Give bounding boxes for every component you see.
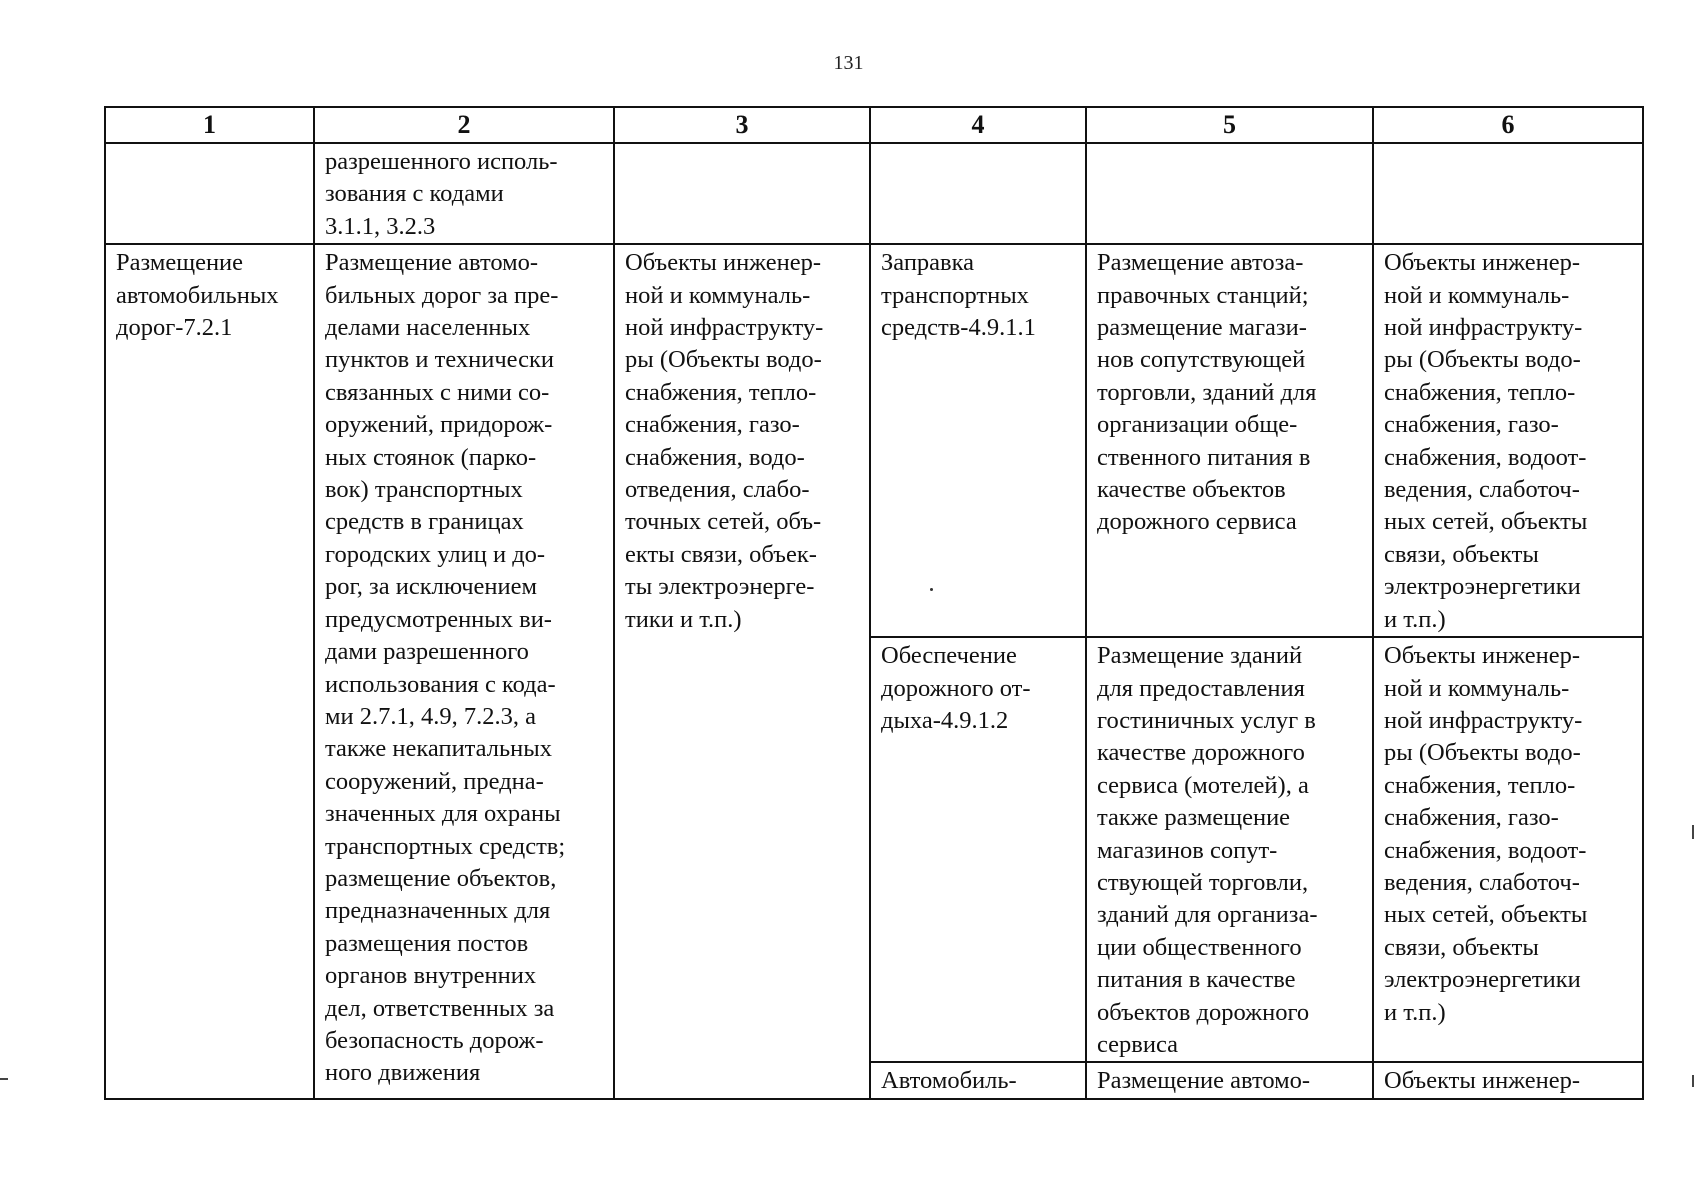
table-cell: разрешенного исполь- зования с кодами 3.1.1, 3.2.3 — [314, 143, 614, 244]
table-cell-auxiliary-description: Размещение зданий для предоставления гостиничных услуг в качестве дорожного сервиса (мотелей), а также размещение магазинов сопут- ствующей торговли, зданий для организа- ции общественного питания в качестве объектов дорожного сервиса — [1086, 637, 1373, 1062]
column-header-3: 3 — [614, 107, 870, 143]
table-cell-engineering-objects: Объекты инженер- ной и коммуналь- ной инфраструкту- ры (Объекты водо- снабжения, тепло- снабжения, газо- снабжения, водо- отведения, слабо- точных сетей, объ- екты связи, объек- ты электроэнерге- тики и т.п.) — [614, 244, 870, 1099]
table-header-row — [105, 107, 1643, 143]
table-cell-auxiliary-objects: Объекты инженер- ной и коммуналь- ной инфраструкту- ры (Объекты водо- снабжения, тепло- снабжения, газо- снабжения, водоот- ведения, слаботоч- ных сетей, объекты связи, объекты электроэнергетики и т.п.) — [1373, 244, 1643, 637]
column-header-2: 2 — [314, 107, 614, 143]
table-cell — [614, 143, 870, 244]
column-header-6: 6 — [1373, 107, 1643, 143]
page-number: 131 — [833, 52, 864, 74]
table-cell-auxiliary-objects: Объекты инженер- — [1373, 1062, 1643, 1098]
scan-speck — [930, 588, 933, 591]
table-cell-auxiliary-objects: Объекты инженер- ной и коммуналь- ной инфраструкту- ры (Объекты водо- снабжения, тепло- снабжения, газо- снабжения, водоот- ведения, слаботоч- ных сетей, объекты связи, объекты электроэнергетики и т.п.) — [1373, 637, 1643, 1062]
table-cell — [1086, 143, 1373, 244]
column-header-1: 1 — [105, 107, 314, 143]
table-cell-use-type: Размещение автомобильных дорог-7.2.1 — [105, 244, 314, 1099]
land-use-table — [104, 106, 1644, 1100]
column-header-4: 4 — [870, 107, 1086, 143]
table-row-main — [105, 244, 1643, 637]
scan-edge-mark — [0, 1078, 8, 1080]
table-cell — [870, 143, 1086, 244]
table-row-continuation — [105, 143, 1643, 244]
table-cell-auxiliary-description: Размещение автомо- — [1086, 1062, 1373, 1098]
scan-edge-mark — [1692, 1075, 1694, 1087]
table-cell-auxiliary-use: Автомобиль- — [870, 1062, 1086, 1098]
table-cell-auxiliary-use: Обеспечение дорожного от- дыха-4.9.1.2 — [870, 637, 1086, 1062]
table-cell-description: Размещение автомо- бильных дорог за пре- делами населенных пунктов и технически связанных с ними со- оружений, придорож- ных стоянок (парко- вок) транспортных средств в границах городских улиц и до- рог, за исключением предусмотренных ви- дами разрешенного использования с кода- ми 2.7.1, 4.9, 7.2.3, а также некапитальных сооружений, предна- значенных для охраны транспортных средств; размещение объектов, предназначенных для размещения постов органов внутренних дел, ответственных за безопасность дорож- ного движения — [314, 244, 614, 1099]
column-header-5: 5 — [1086, 107, 1373, 143]
table-cell-auxiliary-use: Заправка транспортных средств-4.9.1.1 — [870, 244, 1086, 637]
table-cell — [105, 143, 314, 244]
table-cell-auxiliary-description: Размещение автоза- правочных станций; размещение магази- нов сопутствующей торговли, зданий для организации обще- ственного питания в качестве объектов дорожного сервиса — [1086, 244, 1373, 637]
scan-edge-mark — [1692, 825, 1694, 839]
table-cell — [1373, 143, 1643, 244]
